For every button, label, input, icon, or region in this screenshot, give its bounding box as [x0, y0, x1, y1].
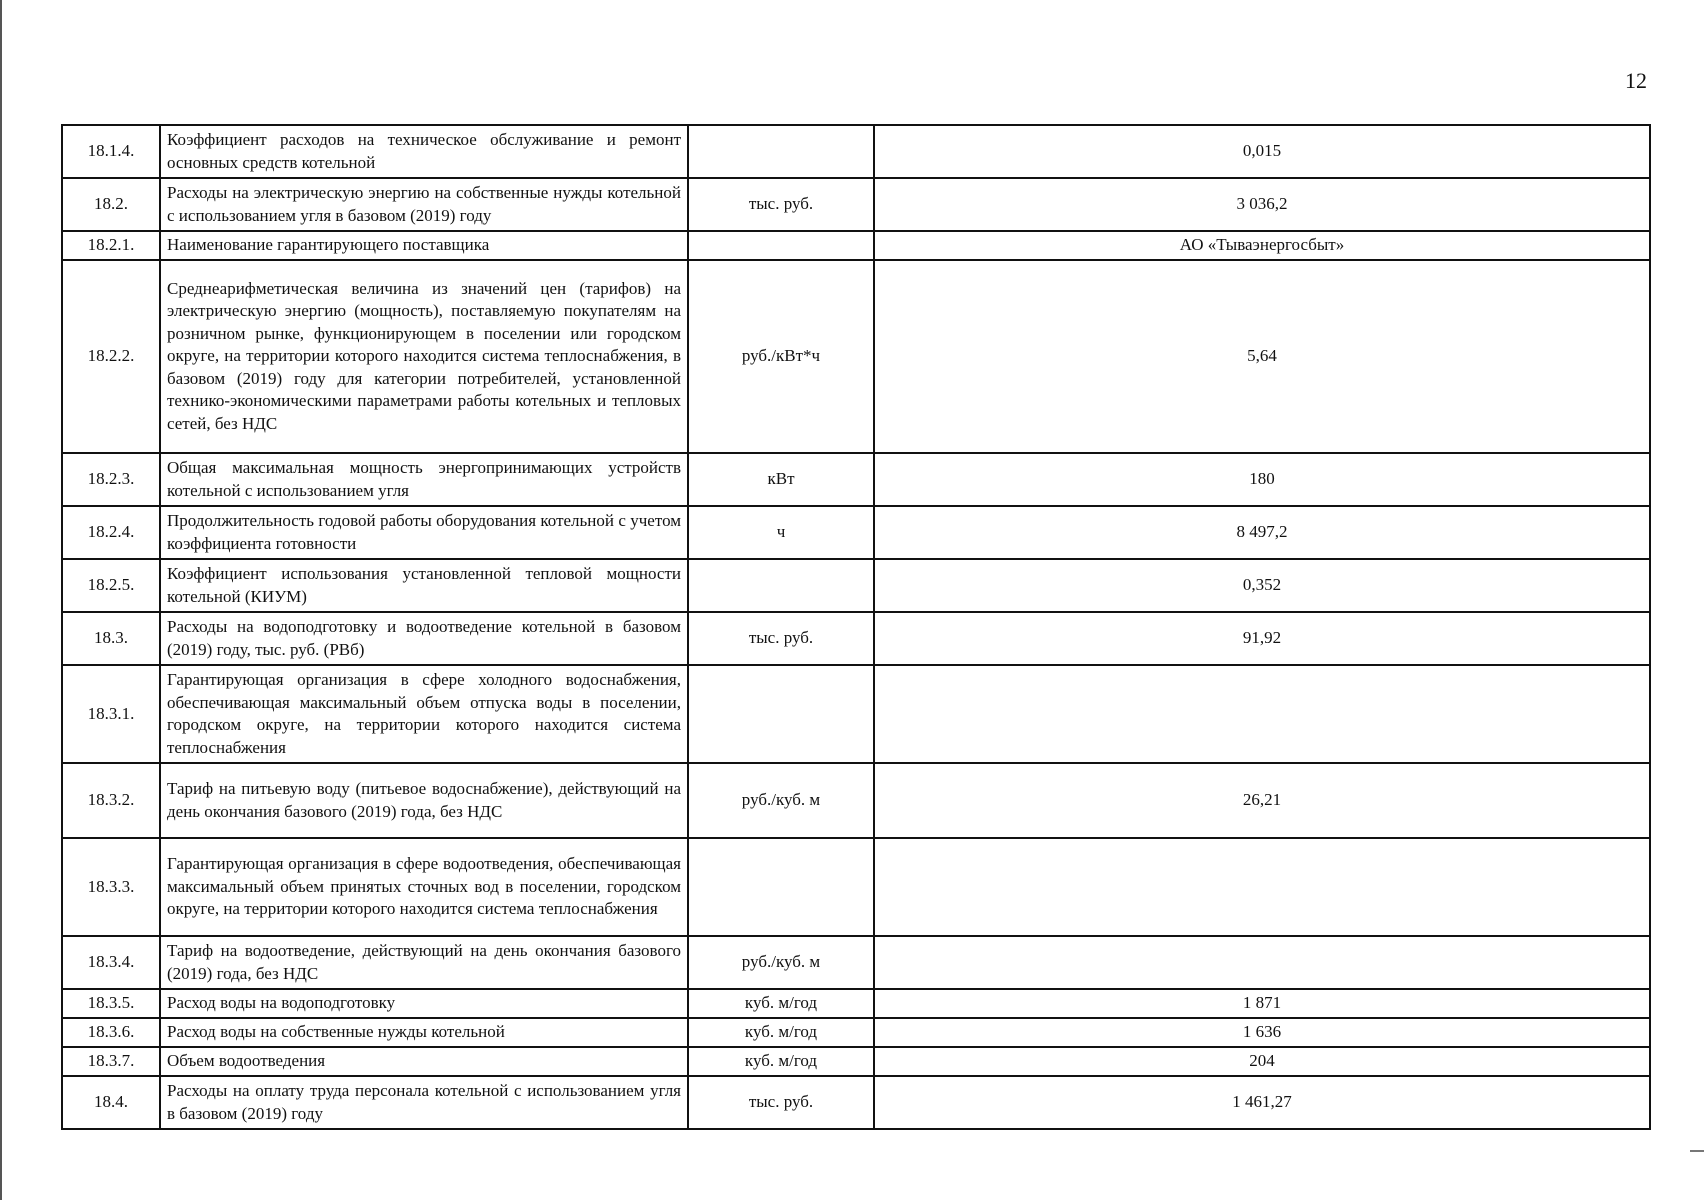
row-value: 1 461,27: [874, 1076, 1650, 1129]
row-value: 0,352: [874, 559, 1650, 612]
row-unit: куб. м/год: [688, 989, 874, 1018]
row-value: 0,015: [874, 125, 1650, 178]
row-number: 18.3.6.: [62, 1018, 160, 1047]
table-row: [62, 559, 1650, 612]
row-value: [874, 665, 1650, 763]
row-name: Объем водоотведения: [160, 1047, 688, 1076]
row-unit: руб./кВт*ч: [688, 260, 874, 453]
row-number: 18.2.5.: [62, 559, 160, 612]
row-unit: тыс. руб.: [688, 1076, 874, 1129]
table-row: [62, 989, 1650, 1018]
row-unit: [688, 665, 874, 763]
row-name: Гарантирующая организация в сфере водоотведения, обеспечивающая максимальный объем принятых сточных вод в поселении, городском округе, на территории которого находится система теплоснабжения: [160, 838, 688, 936]
row-name: Общая максимальная мощность энергопринимающих устройств котельной с использованием угля: [160, 453, 688, 506]
row-name: Расход воды на собственные нужды котельной: [160, 1018, 688, 1047]
row-number: 18.2.4.: [62, 506, 160, 559]
table-row: [62, 178, 1650, 231]
row-number: 18.3.4.: [62, 936, 160, 989]
row-name: Коэффициент использования установленной тепловой мощности котельной (КИУМ): [160, 559, 688, 612]
page-left-edge: [0, 0, 2, 1200]
table-row: [62, 506, 1650, 559]
table-row: [62, 231, 1650, 260]
row-unit: ч: [688, 506, 874, 559]
row-name: Среднеарифметическая величина из значений цен (тарифов) на электрическую энергию (мощность), поставляемую покупателям на розничном рынке, функционирующем в поселении или городском округе, на территории которого находится система теплоснабжения, в базовом (2019) году для категории потребителей, установленной технико-экономическими параметрами работы котельных и тепловых сетей, без НДС: [160, 260, 688, 453]
row-unit: куб. м/год: [688, 1047, 874, 1076]
row-value: [874, 838, 1650, 936]
row-value: 8 497,2: [874, 506, 1650, 559]
table-row: [62, 1076, 1650, 1129]
table-row: [62, 453, 1650, 506]
table-row: [62, 936, 1650, 989]
row-value: АО «Тываэнергосбыт»: [874, 231, 1650, 260]
row-value: 26,21: [874, 763, 1650, 838]
row-unit: тыс. руб.: [688, 612, 874, 665]
row-value: 180: [874, 453, 1650, 506]
row-name: Расход воды на водоподготовку: [160, 989, 688, 1018]
page-number: 12: [1625, 68, 1647, 93]
row-value: 5,64: [874, 260, 1650, 453]
tariff-parameters-table: [61, 124, 1651, 1130]
row-number: 18.2.1.: [62, 231, 160, 260]
table-row: [62, 1018, 1650, 1047]
row-unit: [688, 559, 874, 612]
row-number: 18.2.: [62, 178, 160, 231]
table-row: [62, 763, 1650, 838]
row-name: Продолжительность годовой работы оборудования котельной с учетом коэффициента готовности: [160, 506, 688, 559]
row-value: 204: [874, 1047, 1650, 1076]
row-name: Гарантирующая организация в сфере холодного водоснабжения, обеспечивающая максимальный объем отпуска воды в поселении, городском округе, на территории которого находится система теплоснабжения: [160, 665, 688, 763]
row-number: 18.2.3.: [62, 453, 160, 506]
row-unit: руб./куб. м: [688, 763, 874, 838]
row-unit: тыс. руб.: [688, 178, 874, 231]
row-name: Коэффициент расходов на техническое обслуживание и ремонт основных средств котельной: [160, 125, 688, 178]
row-name: Расходы на водоподготовку и водоотведение котельной в базовом (2019) году, тыс. руб. (РВб): [160, 612, 688, 665]
row-value: 1 636: [874, 1018, 1650, 1047]
row-number: 18.3.2.: [62, 763, 160, 838]
row-value: 3 036,2: [874, 178, 1650, 231]
row-unit: [688, 231, 874, 260]
row-number: 18.1.4.: [62, 125, 160, 178]
table-row: [62, 665, 1650, 763]
row-number: 18.3.3.: [62, 838, 160, 936]
row-name: Наименование гарантирующего поставщика: [160, 231, 688, 260]
row-value: 1 871: [874, 989, 1650, 1018]
row-unit: [688, 125, 874, 178]
table-row: [62, 260, 1650, 453]
row-number: 18.3.7.: [62, 1047, 160, 1076]
row-name: Тариф на питьевую воду (питьевое водоснабжение), действующий на день окончания базового (2019) года, без НДС: [160, 763, 688, 838]
row-number: 18.4.: [62, 1076, 160, 1129]
row-number: 18.2.2.: [62, 260, 160, 453]
table-row: [62, 125, 1650, 178]
row-name: Расходы на электрическую энергию на собственные нужды котельной с использованием угля в базовом (2019) году: [160, 178, 688, 231]
table-row: [62, 1047, 1650, 1076]
table-row: [62, 612, 1650, 665]
row-value: [874, 936, 1650, 989]
row-unit: руб./куб. м: [688, 936, 874, 989]
row-number: 18.3.5.: [62, 989, 160, 1018]
row-number: 18.3.: [62, 612, 160, 665]
row-value: 91,92: [874, 612, 1650, 665]
row-name: Тариф на водоотведение, действующий на день окончания базового (2019) года, без НДС: [160, 936, 688, 989]
scan-mark: [1690, 1150, 1704, 1152]
table-row: [62, 838, 1650, 936]
row-unit: кВт: [688, 453, 874, 506]
row-name: Расходы на оплату труда персонала котельной с использованием угля в базовом (2019) году: [160, 1076, 688, 1129]
row-unit: [688, 838, 874, 936]
row-unit: куб. м/год: [688, 1018, 874, 1047]
row-number: 18.3.1.: [62, 665, 160, 763]
